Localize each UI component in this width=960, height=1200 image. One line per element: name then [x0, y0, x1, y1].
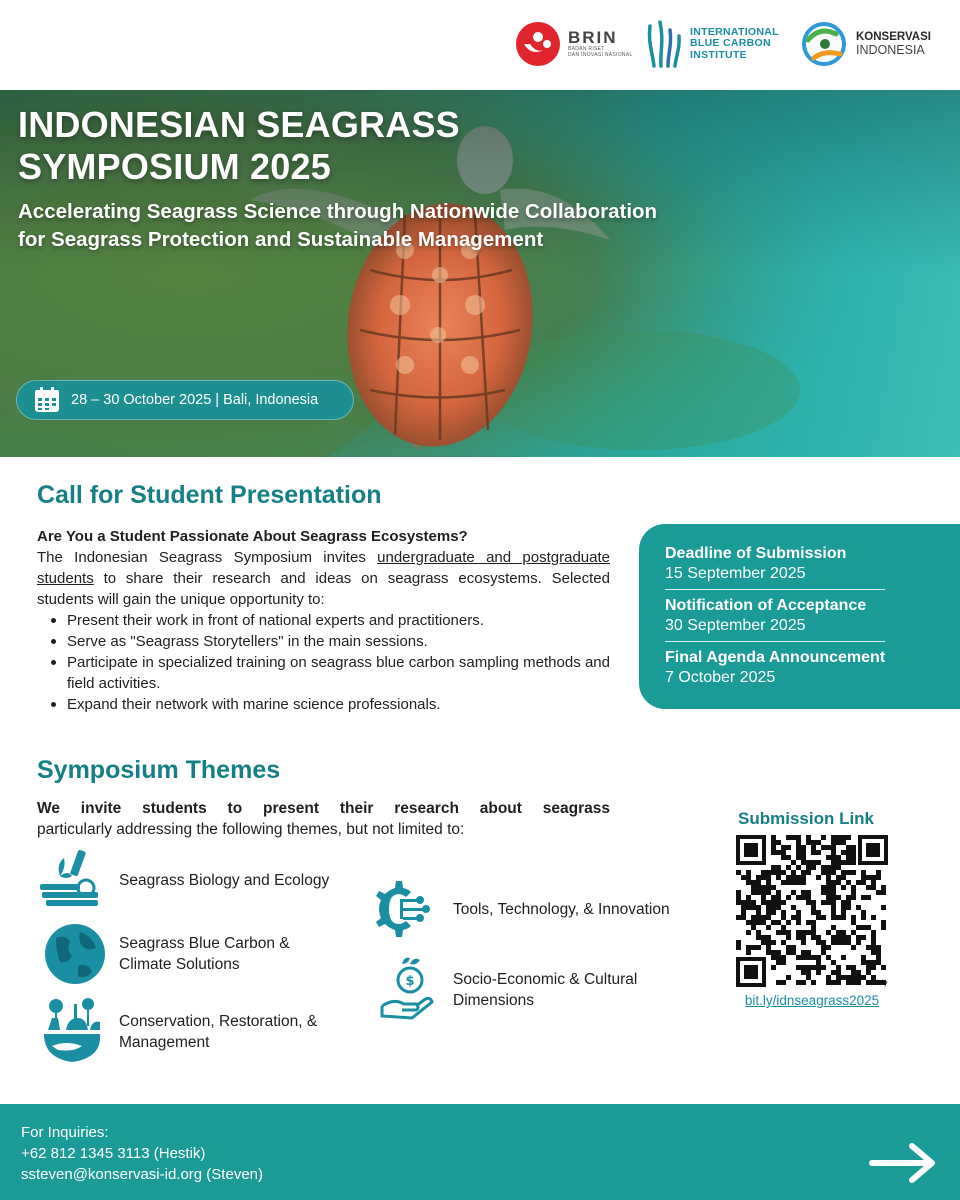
- ibci-line1: INTERNATIONAL: [690, 25, 779, 38]
- deadline-item: [665, 544, 885, 590]
- calendar-icon: [33, 386, 61, 414]
- contact-email: ssteven@konservasi-id.org (Steven): [21, 1166, 263, 1183]
- theme-item: [372, 877, 673, 941]
- themes-intro: [37, 798, 610, 840]
- submission-link[interactable]: bit.ly/idnseagrass2025: [744, 993, 880, 1008]
- theme-item: [38, 848, 339, 912]
- list-item: Participate in specialized training on seagrass blue carbon sampling methods and field activities.: [37, 652, 610, 694]
- brin-sub1: BADAN RISET: [568, 46, 605, 52]
- hero-title-line1: INDONESIAN SEAGRASS: [18, 104, 460, 145]
- call-question: Are You a Student Passionate About Seagrass Ecosystems?: [37, 528, 468, 545]
- next-arrow-icon[interactable]: [868, 1140, 938, 1186]
- svg-text:$: $: [405, 974, 415, 989]
- deadline-label: Final Agenda Announcement: [665, 649, 886, 666]
- theme-label: Socio-Economic & Cultural Dimensions: [453, 971, 638, 1009]
- brin-logo: [514, 20, 633, 68]
- deadline-label: Deadline of Submission: [665, 545, 847, 562]
- deadline-label: Notification of Acceptance: [665, 597, 867, 614]
- theme-label: Conservation, Restoration, & Management: [119, 1013, 318, 1051]
- hero-title-line2: SYMPOSIUM 2025: [18, 146, 331, 187]
- brin-sub2: DAN INOVASI NASIONAL: [568, 52, 633, 58]
- ibci-logo: [646, 20, 779, 68]
- theme-label: Seagrass Blue Carbon & Climate Solutions: [119, 935, 290, 973]
- hero-subtitle-line2: for Seagrass Protection and Sustainable Management: [18, 228, 544, 251]
- brin-wordmark: BRIN: [568, 28, 618, 47]
- hero-subtitle: [18, 198, 818, 254]
- qr-brand: bitly: [872, 979, 888, 987]
- benefits-list: [37, 610, 610, 715]
- qr-code-icon: [734, 833, 890, 989]
- microscope-icon: [38, 848, 106, 912]
- ibci-seagrass-icon: [646, 20, 684, 68]
- theme-item: [372, 958, 673, 1022]
- footer-contact-bar: [0, 1104, 960, 1200]
- call-body: [37, 526, 610, 715]
- deadlines-card: [639, 524, 960, 709]
- deadline-item: [665, 596, 885, 642]
- date-location-badge: [16, 380, 354, 420]
- ki-line2: INDONESIA: [856, 43, 925, 57]
- hero-banner: [0, 90, 960, 457]
- hero-title: [18, 104, 718, 188]
- ki-line1: KONSERVASI: [856, 31, 931, 43]
- submission-title: Submission Link: [738, 809, 875, 828]
- ibci-line3: INSTITUTE: [690, 48, 747, 61]
- call-intro-pre: The Indonesian Seagrass Symposium invites: [37, 549, 378, 566]
- deadline-date: 15 September 2025: [665, 565, 806, 582]
- konservasi-indonesia-logo: [800, 20, 931, 68]
- ibci-line2: BLUE CARBON: [690, 37, 771, 50]
- deadline-item: [665, 648, 885, 693]
- deadline-date: 7 October 2025: [665, 669, 776, 686]
- theme-item: [38, 922, 339, 986]
- list-item: Present their work in front of national experts and practitioners.: [37, 610, 610, 631]
- hero-subtitle-line1: Accelerating Seagrass Science through Nationwide Collaboration: [18, 200, 658, 223]
- theme-item: [38, 1000, 339, 1064]
- themes-section-title: Symposium Themes: [37, 756, 281, 784]
- konservasi-emblem-icon: [800, 20, 850, 68]
- logo-header: [0, 0, 960, 90]
- deadline-date: 30 September 2025: [665, 617, 806, 634]
- brin-emblem-icon: [514, 20, 562, 68]
- call-intro-post: to share their research and ideas on seagrass ecosystems. Selected students will gain the unique opportunity to:: [37, 570, 610, 608]
- money-hand-icon: [372, 958, 440, 1022]
- wildlife-icon: [38, 1000, 106, 1064]
- tech-gear-icon: [372, 877, 440, 941]
- contact-phone: +62 812 1345 3113 (Hestik): [21, 1145, 206, 1162]
- theme-label: Tools, Technology, & Innovation: [453, 900, 670, 918]
- call-section-title: Call for Student Presentation: [37, 481, 382, 509]
- list-item: Serve as "Seagrass Storytellers" in the main sessions.: [37, 631, 610, 652]
- themes-intro-rest: particularly addressing the following themes, but not limited to:: [37, 821, 465, 838]
- list-item: Expand their network with marine science professionals.: [37, 694, 610, 715]
- student-types-emphasis: undergraduate and postgraduate students: [37, 549, 610, 587]
- inquiries-label: For Inquiries:: [21, 1124, 109, 1141]
- theme-label: Seagrass Biology and Ecology: [119, 871, 330, 889]
- date-location-text: 28 – 30 October 2025 | Bali, Indonesia: [71, 392, 319, 408]
- globe-icon: [38, 922, 106, 986]
- submission-qr-code[interactable]: [734, 833, 890, 989]
- call-intro: [37, 547, 610, 610]
- themes-intro-bold: We invite students to present their research about seagrass: [37, 800, 610, 817]
